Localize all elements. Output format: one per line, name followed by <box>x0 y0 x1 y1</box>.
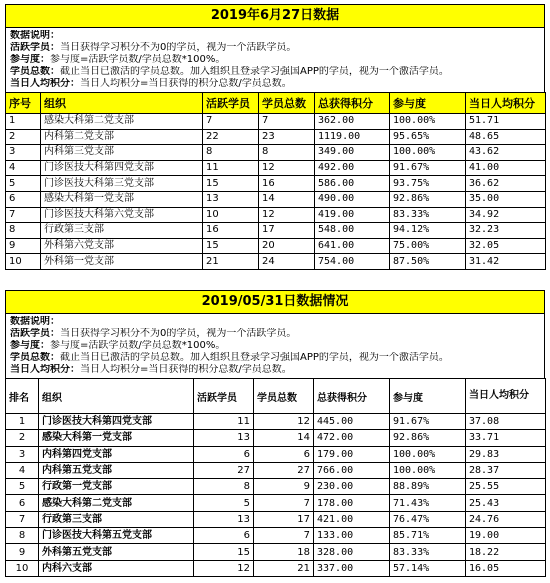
cell-avg: 28.37 <box>466 462 546 478</box>
cell-active: 7 <box>203 114 259 130</box>
cell-participation: 71.43% <box>390 495 466 511</box>
cell-points: 179.00 <box>314 446 390 462</box>
header-total: 学员总数 <box>254 379 314 414</box>
cell-avg: 41.00 <box>466 160 546 176</box>
cell-total: 18 <box>254 544 314 560</box>
cell-total: 6 <box>254 446 314 462</box>
header-rank: 排名 <box>6 379 39 414</box>
notes-key: 学员总数： <box>10 352 60 363</box>
cell-active: 11 <box>194 414 254 430</box>
cell-total: 17 <box>254 511 314 527</box>
cell-index: 10 <box>6 560 39 576</box>
header-avg: 当日人均积分 <box>466 93 546 114</box>
cell-active: 13 <box>194 511 254 527</box>
cell-active: 15 <box>203 238 259 254</box>
cell-org: 内科第五党支部 <box>39 462 194 478</box>
header-org: 组织 <box>39 379 194 414</box>
cell-active: 13 <box>194 430 254 446</box>
cell-index: 7 <box>6 207 41 223</box>
header-total: 学员总数 <box>259 93 315 114</box>
cell-participation: 76.47% <box>390 511 466 527</box>
cell-avg: 35.00 <box>466 191 546 207</box>
cell-org: 感染大科第二党支部 <box>41 114 203 130</box>
cell-participation: 100.00% <box>390 145 466 161</box>
cell-avg: 33.71 <box>466 430 546 446</box>
cell-total: 9 <box>254 479 314 495</box>
cell-avg: 48.65 <box>466 129 546 145</box>
cell-index: 7 <box>6 511 39 527</box>
cell-total: 7 <box>254 528 314 544</box>
cell-participation: 87.50% <box>390 254 466 270</box>
cell-org: 门诊医技大科第四党支部 <box>41 160 203 176</box>
cell-index: 8 <box>6 528 39 544</box>
cell-index: 8 <box>6 223 41 239</box>
cell-avg: 34.92 <box>466 207 546 223</box>
cell-avg: 19.00 <box>466 528 546 544</box>
cell-avg: 24.76 <box>466 511 546 527</box>
table-row <box>6 560 546 576</box>
notes-value: 参与度=活跃学员数/学员总数*100%。 <box>50 340 226 351</box>
data-notes <box>5 28 545 92</box>
cell-index: 1 <box>6 414 39 430</box>
cell-total: 12 <box>259 207 315 223</box>
cell-points: 445.00 <box>314 414 390 430</box>
cell-participation: 91.67% <box>390 160 466 176</box>
cell-index: 9 <box>6 544 39 560</box>
cell-points: 421.00 <box>314 511 390 527</box>
cell-org: 外科第六党支部 <box>41 238 203 254</box>
notes-key: 活跃学员： <box>10 42 60 53</box>
header-points: 总获得积分 <box>315 93 390 114</box>
table-row <box>6 528 546 544</box>
cell-avg: 16.05 <box>466 560 546 576</box>
cell-active: 13 <box>203 191 259 207</box>
cell-index: 1 <box>6 114 41 130</box>
cell-points: 1119.00 <box>315 129 390 145</box>
table-row <box>6 462 546 478</box>
notes-key: 当日人均积分： <box>10 78 80 89</box>
cell-participation: 95.65% <box>390 129 466 145</box>
cell-org: 行政第一党支部 <box>39 479 194 495</box>
cell-participation: 83.33% <box>390 544 466 560</box>
notes-heading: 数据说明： <box>10 316 60 327</box>
cell-org: 内科六支部 <box>39 560 194 576</box>
cell-org: 感染大科第二党支部 <box>39 495 194 511</box>
cell-org: 内科第三党支部 <box>41 145 203 161</box>
notes-key: 活跃学员： <box>10 328 60 339</box>
cell-avg: 18.22 <box>466 544 546 560</box>
table-header-row <box>6 379 546 414</box>
cell-avg: 31.42 <box>466 254 546 270</box>
cell-total: 12 <box>254 414 314 430</box>
notes-value: 参与度=活跃学员数/学员总数*100%。 <box>50 54 226 65</box>
table-row <box>6 238 546 254</box>
cell-points: 492.00 <box>315 160 390 176</box>
table-row <box>6 495 546 511</box>
cell-active: 8 <box>194 479 254 495</box>
cell-org: 门诊医技大科第三党支部 <box>41 176 203 192</box>
notes-value: 截止当日已激活的学员总数。加入组织且登录学习强国APP的学员，视为一个激活学员。 <box>60 66 449 77</box>
cell-total: 14 <box>259 191 315 207</box>
cell-active: 22 <box>203 129 259 145</box>
table-row <box>6 145 546 161</box>
ranking-table <box>5 378 546 577</box>
data-notes <box>5 314 545 378</box>
cell-total: 7 <box>259 114 315 130</box>
section-title: 2019年6月27日数据 <box>5 4 545 28</box>
header-active: 活跃学员 <box>203 93 259 114</box>
ranking-table <box>5 92 546 270</box>
notes-value: 当日获得学习积分不为0的学员，视为一个活跃学员。 <box>60 42 297 53</box>
cell-participation: 75.00% <box>390 238 466 254</box>
notes-heading: 数据说明： <box>10 30 60 41</box>
cell-index: 3 <box>6 446 39 462</box>
cell-index: 6 <box>6 191 41 207</box>
cell-points: 766.00 <box>314 462 390 478</box>
section-june-27 <box>5 4 545 270</box>
cell-index: 2 <box>6 430 39 446</box>
cell-avg: 29.83 <box>466 446 546 462</box>
cell-points: 337.00 <box>314 560 390 576</box>
table-row <box>6 160 546 176</box>
cell-points: 230.00 <box>314 479 390 495</box>
table-row <box>6 479 546 495</box>
cell-active: 5 <box>194 495 254 511</box>
cell-active: 8 <box>203 145 259 161</box>
cell-active: 12 <box>194 560 254 576</box>
cell-org: 感染大科第一党支部 <box>41 191 203 207</box>
cell-org: 门诊医技大科第四党支部 <box>39 414 194 430</box>
cell-index: 4 <box>6 160 41 176</box>
header-avg: 当日人均积分 <box>466 379 546 414</box>
cell-total: 24 <box>259 254 315 270</box>
cell-points: 754.00 <box>315 254 390 270</box>
cell-active: 16 <box>203 223 259 239</box>
cell-points: 641.00 <box>315 238 390 254</box>
cell-points: 490.00 <box>315 191 390 207</box>
table-row <box>6 544 546 560</box>
cell-avg: 25.55 <box>466 479 546 495</box>
cell-index: 2 <box>6 129 41 145</box>
cell-points: 328.00 <box>314 544 390 560</box>
section-title: 2019/05/31日数据情况 <box>5 290 545 314</box>
table-row <box>6 430 546 446</box>
cell-avg: 32.05 <box>466 238 546 254</box>
cell-points: 548.00 <box>315 223 390 239</box>
cell-points: 133.00 <box>314 528 390 544</box>
cell-total: 12 <box>259 160 315 176</box>
cell-total: 23 <box>259 129 315 145</box>
cell-total: 27 <box>254 462 314 478</box>
cell-avg: 51.71 <box>466 114 546 130</box>
cell-active: 15 <box>194 544 254 560</box>
cell-points: 472.00 <box>314 430 390 446</box>
cell-total: 8 <box>259 145 315 161</box>
cell-participation: 91.67% <box>390 414 466 430</box>
table-row <box>6 254 546 270</box>
cell-index: 5 <box>6 176 41 192</box>
cell-index: 9 <box>6 238 41 254</box>
notes-value: 截止当日已激活的学员总数。加入组织且登录学习强国APP的学员，视为一个激活学员。 <box>60 352 449 363</box>
cell-active: 21 <box>203 254 259 270</box>
header-index: 序号 <box>6 93 41 114</box>
cell-total: 14 <box>254 430 314 446</box>
cell-points: 586.00 <box>315 176 390 192</box>
table-row <box>6 511 546 527</box>
cell-participation: 94.12% <box>390 223 466 239</box>
header-participation: 参与度 <box>390 379 466 414</box>
table-row <box>6 207 546 223</box>
header-active: 活跃学员 <box>194 379 254 414</box>
cell-index: 4 <box>6 462 39 478</box>
cell-points: 349.00 <box>315 145 390 161</box>
cell-org: 内科第二党支部 <box>41 129 203 145</box>
header-org: 组织 <box>41 93 203 114</box>
cell-participation: 88.89% <box>390 479 466 495</box>
table-row <box>6 176 546 192</box>
table-row <box>6 129 546 145</box>
cell-points: 178.00 <box>314 495 390 511</box>
notes-value: 当日人均积分=当日获得的积分总数/学员总数。 <box>80 364 292 375</box>
cell-org: 外科第五党支部 <box>39 544 194 560</box>
notes-key: 学员总数： <box>10 66 60 77</box>
table-header-row <box>6 93 546 114</box>
cell-avg: 43.62 <box>466 145 546 161</box>
cell-participation: 100.00% <box>390 114 466 130</box>
cell-participation: 93.75% <box>390 176 466 192</box>
table-row <box>6 191 546 207</box>
cell-index: 3 <box>6 145 41 161</box>
cell-points: 362.00 <box>315 114 390 130</box>
cell-org: 行政第三支部 <box>41 223 203 239</box>
cell-active: 6 <box>194 528 254 544</box>
header-points: 总获得积分 <box>314 379 390 414</box>
cell-total: 20 <box>259 238 315 254</box>
cell-active: 10 <box>203 207 259 223</box>
cell-org: 外科第一党支部 <box>41 254 203 270</box>
cell-org: 行政第三支部 <box>39 511 194 527</box>
cell-org: 门诊医技大科第六党支部 <box>41 207 203 223</box>
cell-avg: 36.62 <box>466 176 546 192</box>
cell-total: 17 <box>259 223 315 239</box>
cell-participation: 100.00% <box>390 462 466 478</box>
cell-total: 7 <box>254 495 314 511</box>
notes-value: 当日获得学习积分不为0的学员，视为一个活跃学员。 <box>60 328 297 339</box>
header-participation: 参与度 <box>390 93 466 114</box>
cell-points: 419.00 <box>315 207 390 223</box>
section-may-31 <box>5 290 545 577</box>
cell-participation: 83.33% <box>390 207 466 223</box>
cell-active: 15 <box>203 176 259 192</box>
cell-index: 10 <box>6 254 41 270</box>
cell-org: 内科第四党支部 <box>39 446 194 462</box>
cell-avg: 25.43 <box>466 495 546 511</box>
notes-value: 当日人均积分=当日获得的积分总数/学员总数。 <box>80 78 292 89</box>
cell-active: 11 <box>203 160 259 176</box>
cell-active: 6 <box>194 446 254 462</box>
cell-index: 5 <box>6 479 39 495</box>
table-row <box>6 114 546 130</box>
cell-total: 16 <box>259 176 315 192</box>
cell-participation: 92.86% <box>390 430 466 446</box>
table-row <box>6 414 546 430</box>
cell-avg: 32.23 <box>466 223 546 239</box>
cell-participation: 57.14% <box>390 560 466 576</box>
cell-org: 感染大科第一党支部 <box>39 430 194 446</box>
cell-org: 门诊医技大科第五党支部 <box>39 528 194 544</box>
cell-total: 21 <box>254 560 314 576</box>
cell-index: 6 <box>6 495 39 511</box>
notes-key: 参与度： <box>10 340 50 351</box>
table-row <box>6 223 546 239</box>
notes-key: 参与度： <box>10 54 50 65</box>
table-row <box>6 446 546 462</box>
cell-active: 27 <box>194 462 254 478</box>
notes-key: 当日人均积分： <box>10 364 80 375</box>
cell-avg: 37.08 <box>466 414 546 430</box>
cell-participation: 100.00% <box>390 446 466 462</box>
cell-participation: 92.86% <box>390 191 466 207</box>
cell-participation: 85.71% <box>390 528 466 544</box>
